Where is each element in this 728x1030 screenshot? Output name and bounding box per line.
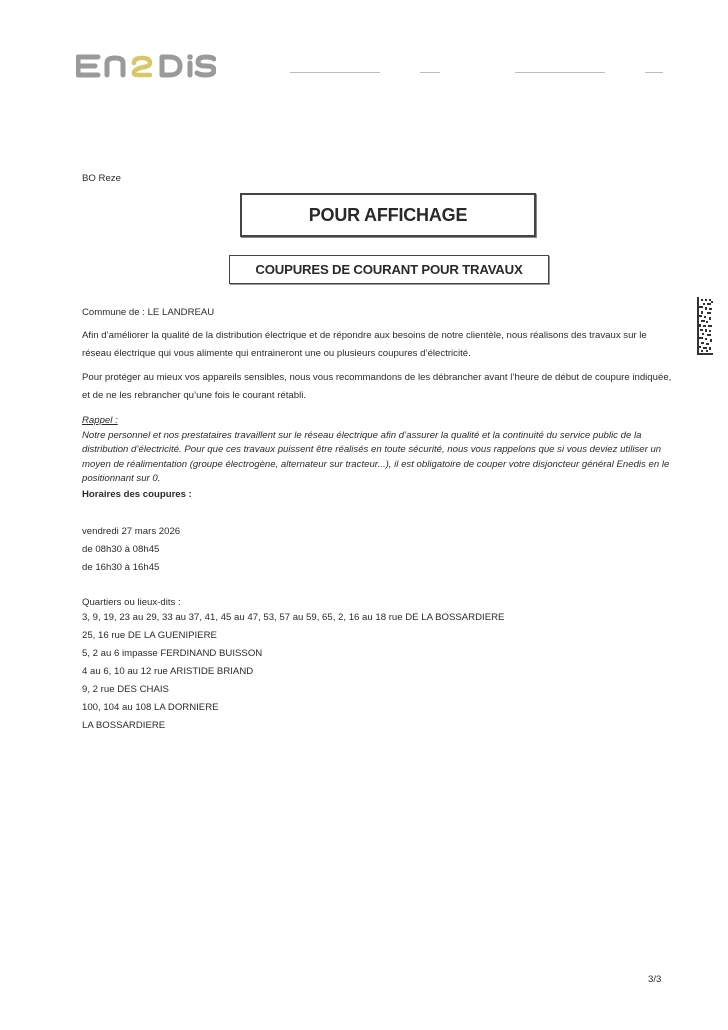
schedule-slot: de 16h30 à 16h45 [82,562,160,573]
location-item: LA BOSSARDIERE [82,720,166,731]
scan-line [645,72,663,73]
enedis-logo-mark [76,50,216,80]
datamatrix-code [697,297,713,355]
schedule-heading: Horaires des coupures : [82,489,192,500]
commune-label: Commune de : LE LANDREAU [82,307,215,318]
enedis-logo [76,50,216,80]
scan-line [515,72,605,73]
page-number: 3/3 [648,974,662,985]
rappel-text: Notre personnel et nos prestataires travaillent sur le réseau électrique afin d’assurer la qualité et la continuité du service public de la distribution d’électricité. Pour que ces travaux puissent être réalisés en toute sécurité, nous vous rappelons que si vous deviez utiliser un moyen de réalimentation (groupe électrogène, alternateur sur tracteur...), il est obligatoire de couper votre disjoncteur général Enedis en le positionnant sur 0. [82,429,670,485]
scan-line [420,72,440,73]
rappel-block [82,414,682,487]
advice-paragraph: Pour protéger au mieux vos appareils sensibles, nous vous recommandons de les débrancher avant l’heure de début de coupure indiquée, et de ne les rebrancher qu’une fois le courant rétabli. [82,372,672,401]
location-item: 5, 2 au 6 impasse FERDINAND BUISSON [82,648,263,659]
locations-heading: Quartiers ou lieux-dits : [82,597,181,608]
scan-line [290,72,380,73]
intro-paragraph: Afin d’améliorer la qualité de la distribution électrique et de répondre aux besoins de notre clientèle, nous réalisons des travaux sur le réseau électrique qui vous alimente qui entraineront une ou plusieurs coupures d’électricité. [82,330,647,359]
rappel-title: Rappel : [82,415,118,426]
location-item: 100, 104 au 108 LA DORNIERE [82,702,219,713]
sender-label: BO Reze [82,173,121,184]
schedule-slot: de 08h30 à 08h45 [82,544,160,555]
subtitle-box: COUPURES DE COURANT POUR TRAVAUX [229,255,549,284]
location-item: 4 au 6, 10 au 12 rue ARISTIDE BRIAND [82,666,254,677]
barcode-icon [697,297,713,355]
title-box: POUR AFFICHAGE [240,193,536,237]
location-item: 25, 16 rue DE LA GUENIPIERE [82,630,217,641]
location-item: 9, 2 rue DES CHAIS [82,684,169,695]
schedule-date: vendredi 27 mars 2026 [82,526,181,537]
location-item: 3, 9, 19, 23 au 29, 33 au 37, 41, 45 au 47, 53, 57 au 59, 65, 2, 16 au 18 rue DE LA BOSSARDIERE [82,612,505,623]
